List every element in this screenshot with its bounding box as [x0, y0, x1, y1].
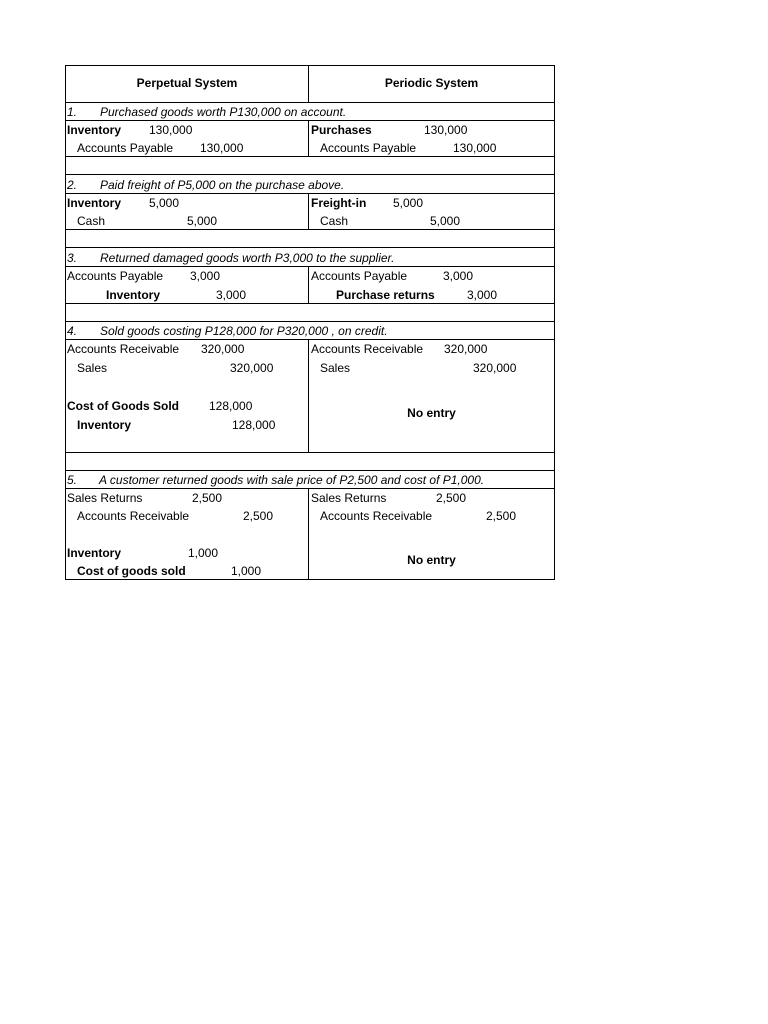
credit-amount: 130,000	[200, 141, 244, 155]
grid-line	[66, 102, 554, 103]
grid-line	[66, 452, 554, 453]
debit-amount: 130,000	[149, 123, 193, 137]
account-name: Cost of Goods Sold	[67, 399, 179, 413]
no-entry-note: No entry	[407, 406, 456, 420]
account-name: Accounts Receivable	[67, 342, 180, 356]
account-name: Inventory	[67, 123, 122, 137]
account-name: Cash	[320, 214, 349, 228]
debit-amount: 3,000	[443, 269, 474, 283]
credit-amount: 2,500	[243, 509, 274, 523]
debit-amount: 128,000	[209, 399, 253, 413]
account-name: Inventory	[67, 546, 122, 560]
transaction-number: 1.	[67, 105, 78, 119]
grid-line	[66, 120, 554, 121]
grid-line	[66, 303, 554, 304]
debit-amount: 1,000	[188, 546, 219, 560]
transaction-description: Purchased goods worth P130,000 on account.	[100, 105, 347, 119]
debit-amount: 3,000	[190, 269, 221, 283]
grid-line	[66, 321, 554, 322]
column-divider	[308, 339, 309, 452]
credit-amount: 5,000	[187, 214, 218, 228]
column-divider	[308, 120, 309, 156]
column-divider	[308, 193, 309, 229]
transaction-number: 3.	[67, 251, 78, 265]
account-name: Purchases	[311, 123, 372, 137]
grid-line	[66, 470, 554, 471]
account-name: Inventory	[67, 196, 122, 210]
debit-amount: 5,000	[149, 196, 180, 210]
account-name: Sales	[320, 361, 351, 375]
transaction-number: 2.	[67, 178, 78, 192]
credit-amount: 320,000	[473, 361, 517, 375]
grid-line	[66, 229, 554, 230]
account-name: Sales Returns	[67, 491, 143, 505]
grid-line	[66, 488, 554, 489]
credit-amount: 320,000	[230, 361, 274, 375]
account-name: Accounts Receivable	[311, 342, 424, 356]
grid-line	[66, 193, 554, 194]
account-name: Accounts Payable	[77, 141, 174, 155]
account-name: Sales	[77, 361, 108, 375]
grid-line	[66, 174, 554, 175]
account-name: Sales Returns	[311, 491, 387, 505]
debit-amount: 2,500	[436, 491, 467, 505]
account-name: Purchase returns	[336, 288, 435, 302]
credit-amount: 3,000	[216, 288, 247, 302]
credit-amount: 130,000	[453, 141, 497, 155]
header-periodic: Periodic System	[384, 76, 479, 90]
credit-amount: 3,000	[467, 288, 498, 302]
transaction-description: A customer returned goods with sale price of P2,500 and cost of P1,000.	[99, 473, 485, 487]
account-name: Freight-in	[311, 196, 367, 210]
column-divider	[308, 266, 309, 303]
account-name: Cash	[77, 214, 106, 228]
account-name: Cost of goods sold	[77, 564, 186, 578]
transaction-description: Returned damaged goods worth P3,000 to the supplier.	[100, 251, 395, 265]
header-perpetual: Perpetual System	[136, 76, 238, 90]
grid-line	[66, 339, 554, 340]
transaction-number: 4.	[67, 324, 78, 338]
credit-amount: 5,000	[430, 214, 461, 228]
account-name: Inventory	[77, 418, 132, 432]
credit-amount: 2,500	[486, 509, 517, 523]
grid-line	[66, 266, 554, 267]
account-name: Accounts Payable	[320, 141, 417, 155]
account-name: Accounts Receivable	[77, 509, 190, 523]
debit-amount: 2,500	[192, 491, 223, 505]
account-name: Accounts Receivable	[320, 509, 433, 523]
no-entry-note: No entry	[407, 553, 456, 567]
journal-comparison-table	[65, 65, 555, 580]
account-name: Inventory	[106, 288, 161, 302]
transaction-number: 5.	[67, 473, 78, 487]
account-name: Accounts Payable	[67, 269, 164, 283]
credit-amount: 128,000	[232, 418, 276, 432]
account-name: Accounts Payable	[311, 269, 408, 283]
grid-line	[66, 156, 554, 157]
debit-amount: 320,000	[201, 342, 245, 356]
grid-line	[66, 247, 554, 248]
transaction-description: Paid freight of P5,000 on the purchase above.	[100, 178, 345, 192]
debit-amount: 320,000	[444, 342, 488, 356]
transaction-description: Sold goods costing P128,000 for P320,000 , on credit.	[100, 324, 388, 338]
debit-amount: 130,000	[424, 123, 468, 137]
credit-amount: 1,000	[231, 564, 262, 578]
debit-amount: 5,000	[393, 196, 424, 210]
